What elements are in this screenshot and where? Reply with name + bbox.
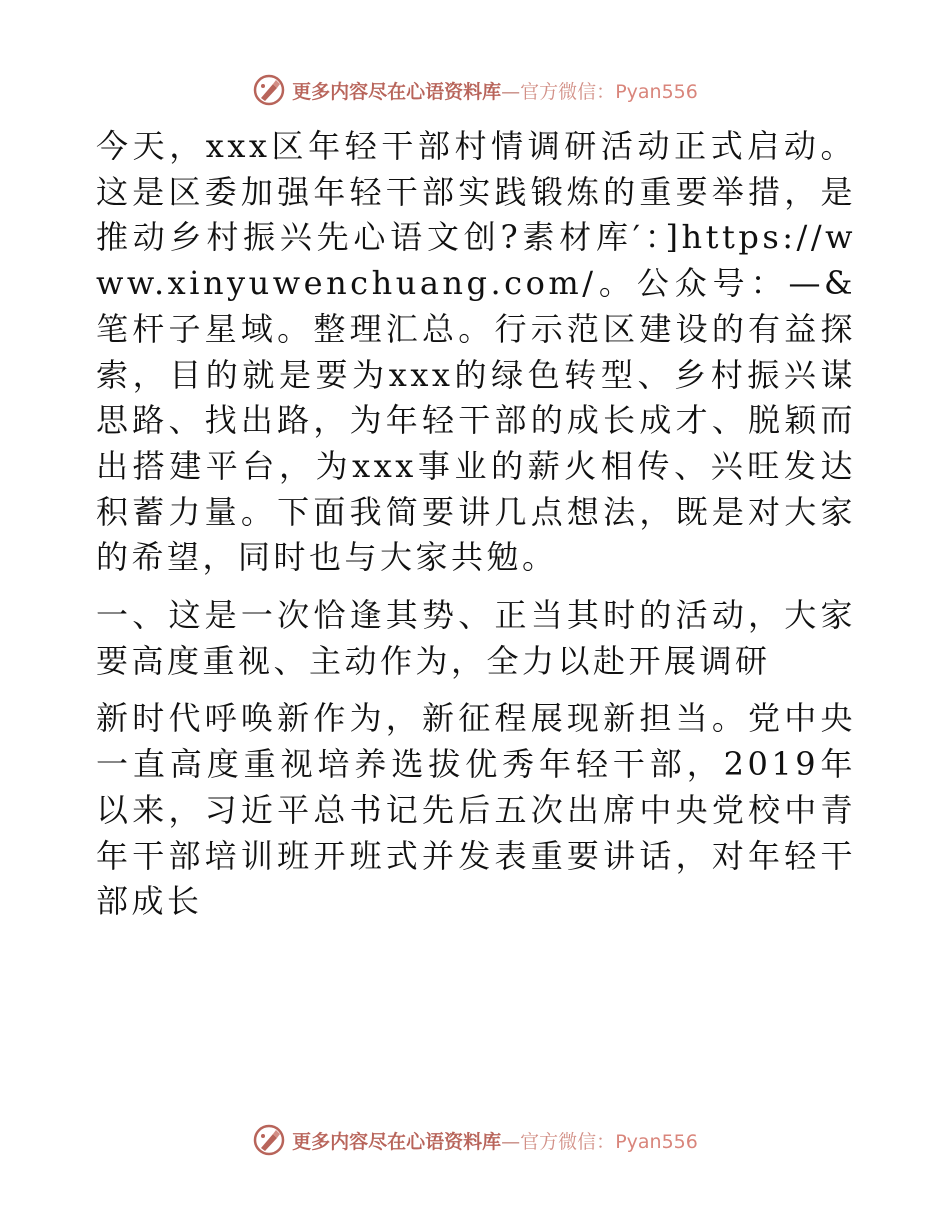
watermark-dash: —	[501, 1130, 521, 1153]
pen-nib-logo-icon	[252, 73, 286, 107]
watermark-text	[292, 1127, 698, 1154]
paragraph-section-one: 新时代呼唤新作为，新征程展现新担当。党中央一直高度重视培养选拔优秀年轻干部，2019年以来，习近平总书记先后五次出席中央党校中青年干部培训班开班式并发表重要讲话，对年轻干部成长	[96, 699, 856, 921]
paragraph-intro: 今天，xxx区年轻干部村情调研活动正式启动。这是区委加强年轻干部实践锻炼的重要举措，是推动乡村振兴先心语文创?素材库′：]https://www.xinyuwenchuang.com/。公众号：—&笔杆子星域。整理汇总。行示范区建设的有益探索，目的就是要为xxx的绿色转型、乡村振兴谋思路、找出路，为年轻干部的成长成才、脱颖而出搭建平台，为xxx事业的薪火相传、兴旺发达积蓄力量。下面我简要讲几点想法，既是对大家的希望，同时也与大家共勉。	[96, 127, 856, 577]
watermark-label: 官方微信：	[520, 80, 616, 103]
watermark-main-text: 更多内容尽在心语资料库	[292, 80, 502, 103]
watermark-wechat-id: Pyan556	[615, 1130, 698, 1153]
pen-nib-logo-icon	[252, 1123, 286, 1157]
watermark-wechat-id: Pyan556	[615, 80, 698, 103]
section-heading-one: 一、这是一次恰逢其势、正当其时的活动，大家要高度重视、主动作为，全力以赴开展调研	[96, 596, 856, 680]
watermark-label: 官方微信：	[520, 1130, 616, 1153]
document-body	[96, 124, 856, 925]
watermark-main-text: 更多内容尽在心语资料库	[292, 1130, 502, 1153]
watermark-text	[292, 77, 698, 104]
footer-watermark	[0, 1120, 950, 1160]
header-watermark	[0, 70, 950, 110]
watermark-dash: —	[501, 80, 521, 103]
